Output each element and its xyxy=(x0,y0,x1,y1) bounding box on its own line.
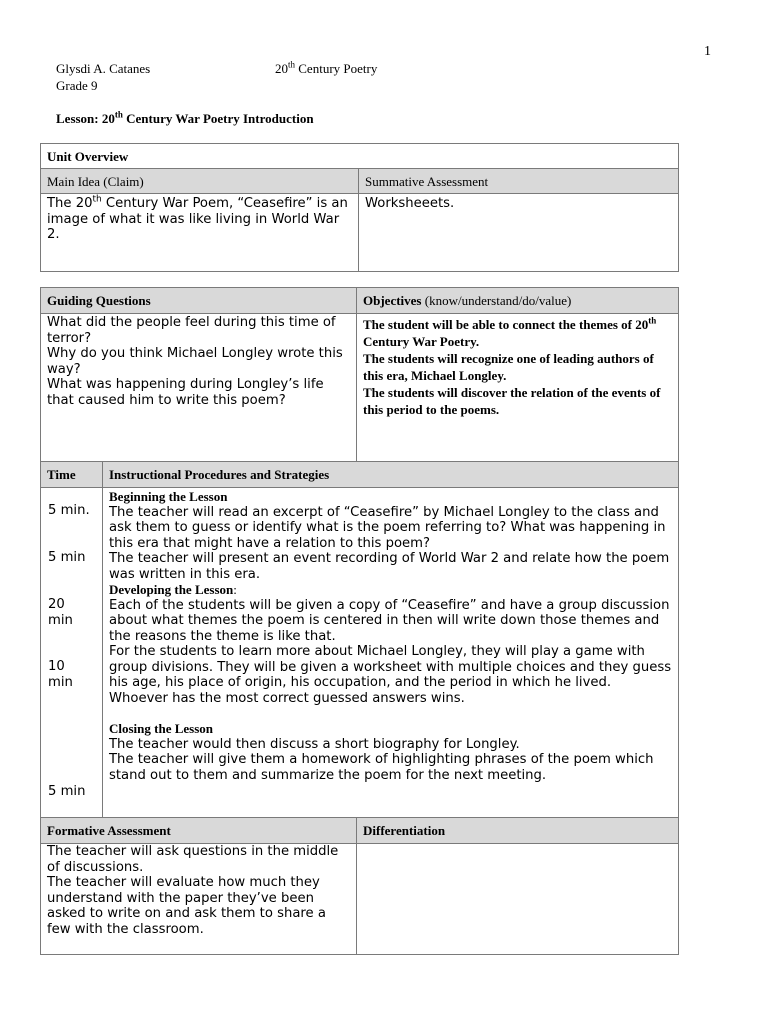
time-entry: 5 min. xyxy=(48,503,90,518)
procedure-paragraph: The teacher will give them a homework of highlighting phrases of the poem which stand out to them and summarize the poem for the next meeting. xyxy=(109,752,654,783)
formative-paragraph: The teacher will evaluate how much they understand with the paper they’ve been asked to write on and ask them to share a few with the classroom. xyxy=(47,875,326,937)
formative-assessment-header: Formative Assessment xyxy=(41,818,357,844)
page-number: 1 xyxy=(704,44,711,59)
time-entry: 5 min xyxy=(48,550,86,565)
summative-assessment-header: Summative Assessment xyxy=(359,169,679,194)
main-idea-header: Main Idea (Claim) xyxy=(41,169,359,194)
objectives-header: Objectives (know/understand/do/value) xyxy=(357,288,679,314)
formative-paragraph: The teacher will ask questions in the middle of discussions. xyxy=(47,844,339,875)
formative-assessment-text xyxy=(41,844,357,955)
beginning-lesson-title: Beginning the Lesson xyxy=(109,489,228,504)
course-title: 20th Century Poetry xyxy=(275,59,378,76)
closing-lesson-title: Closing the Lesson xyxy=(109,721,214,736)
time-header: Time xyxy=(41,462,103,488)
unit-overview-title: Unit Overview xyxy=(41,144,679,169)
lesson-plan-table xyxy=(40,287,679,955)
guiding-question: Why do you think Michael Longley wrote this way? xyxy=(47,346,343,377)
time-entry: 5 min xyxy=(48,784,86,799)
guiding-question: What was happening during Longley’s life that caused him to write this poem? xyxy=(47,377,324,408)
procedure-paragraph: The teacher will present an event recording of World War 2 and relate how the poem was written in this era. xyxy=(109,551,670,582)
grade-level: Grade 9 xyxy=(56,78,98,93)
objective-item: The students will recognize one of leading authors of this era, Michael Longley. xyxy=(363,351,654,383)
spacer xyxy=(109,706,672,721)
procedures-header: Instructional Procedures and Strategies xyxy=(103,462,679,488)
guiding-questions-header: Guiding Questions xyxy=(41,288,357,314)
procedure-paragraph: The teacher will read an excerpt of “Ceasefire” by Michael Longley to the class and ask them to guess or identify what is the poem referring to? What was happening in this era that might have a relation to this poem? xyxy=(109,504,666,551)
guiding-question: What did the people feel during this time of terror? xyxy=(47,315,336,346)
differentiation-header: Differentiation xyxy=(357,818,679,844)
developing-lesson-title: Developing the Lesson: xyxy=(109,582,237,597)
procedure-paragraph: The teacher would then discuss a short biography for Longley. xyxy=(109,736,520,752)
objectives-list xyxy=(357,314,679,462)
unit-overview-table xyxy=(40,143,679,272)
author-name: Glysdi A. Catanes xyxy=(56,61,151,76)
main-idea-text: The 20th Century War Poem, “Ceasefire” is an image of what it was like living in World War 2. xyxy=(41,194,359,272)
guiding-questions-list xyxy=(41,314,357,462)
objective-item: The student will be able to connect the themes of 20th Century War Poetry. xyxy=(363,315,657,349)
time-entry: 20 min xyxy=(48,597,73,628)
procedure-paragraph: For the students to learn more about Michael Longley, they will play a game with group divisions. They will be given a worksheet with multiple choices and they guess his age, his place of origin, his occupation, and the period in which he lived. Whoever has the most correct guessed answers wins. xyxy=(109,644,672,706)
time-entry: 10 min xyxy=(48,659,73,690)
objective-item: The students will discover the relation of the events of this period to the poems. xyxy=(363,385,661,417)
summative-assessment-text: Worksheeets. xyxy=(359,194,679,272)
procedure-paragraph: Each of the students will be given a copy of “Ceasefire” and have a group discussion about what themes the poem is centered in then will write down those themes and the reasons the theme is like that. xyxy=(109,597,670,644)
time-column xyxy=(41,488,103,818)
lesson-title: Lesson: 20th Century War Poetry Introduction xyxy=(56,109,314,126)
procedures-content xyxy=(103,488,679,818)
differentiation-text xyxy=(357,844,679,955)
